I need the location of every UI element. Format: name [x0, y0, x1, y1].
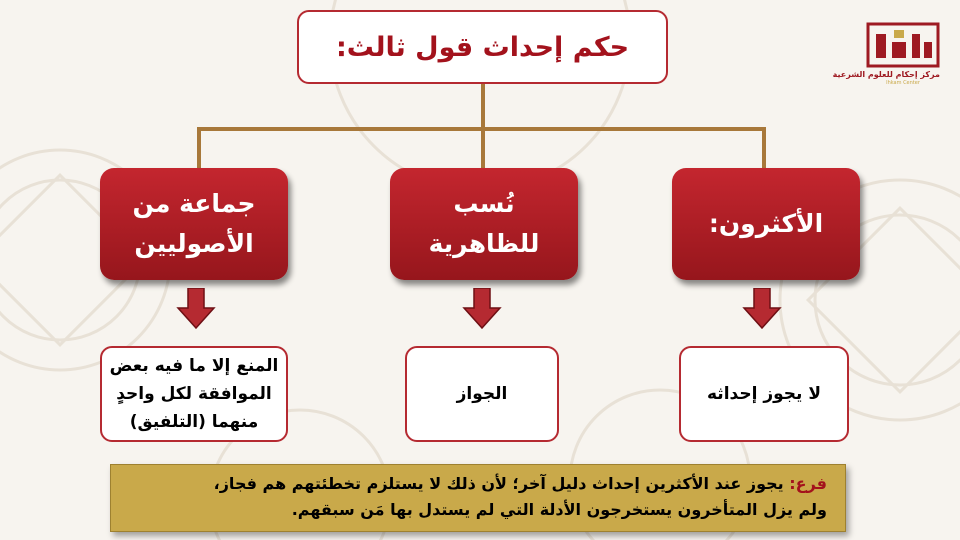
diagram-title: حكم إحداث قول ثالث:: [297, 10, 668, 84]
branch-middle-heading: نُسب للظاهرية: [390, 168, 578, 280]
down-arrow-icon: [176, 288, 216, 330]
connector-middle: [481, 127, 485, 168]
logo-name: مركز إحكام للعلوم الشرعية: [832, 70, 940, 79]
note-line2: ولم يزل المتأخرون يستخرجون الأدلة التي لم يستدل بها مَن سبقهم.: [291, 500, 827, 519]
logo-mark-icon: [866, 22, 940, 68]
down-arrow-icon: [462, 288, 502, 330]
branch-middle-result: الجواز: [405, 346, 559, 442]
connector-right: [762, 127, 766, 168]
branch-right-result: لا يجوز إحداثه: [679, 346, 849, 442]
down-arrow-icon: [742, 288, 782, 330]
connector-trunk: [481, 84, 485, 129]
branch-right-heading: الأكثرون:: [672, 168, 860, 280]
logo: [832, 22, 940, 92]
logo-tagline: Ihkam Center: [886, 80, 920, 86]
branch-left-heading: جماعة من الأصوليين: [100, 168, 288, 280]
note-line1: يجوز عند الأكثرين إحداث دليل آخر؛ لأن ذلك لا يستلزم تخطئتهم هم فجاز،: [213, 474, 790, 493]
branch-left-result: المنع إلا ما فيه بعض الموافقة لكل واحدٍ منهما (التلفيق): [100, 346, 288, 442]
note-box: [110, 464, 846, 532]
connector-left: [197, 127, 201, 168]
note-label: فرع:: [789, 474, 827, 493]
